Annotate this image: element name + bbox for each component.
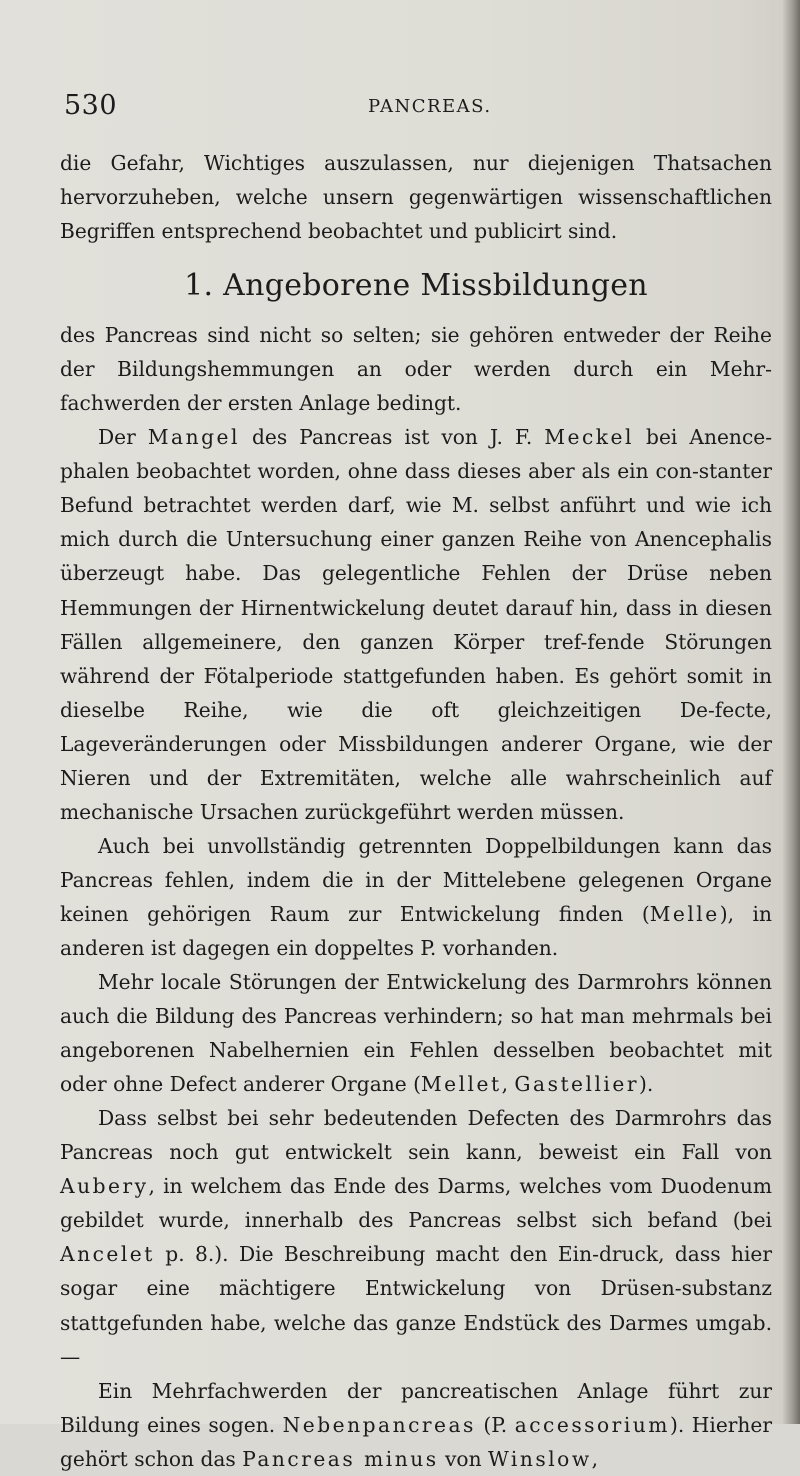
paragraph-6 xyxy=(60,1374,772,1476)
text-body xyxy=(60,146,772,1476)
author-winslow: Winslow xyxy=(488,1446,592,1471)
paragraph-2-text-c: des Pancreas ist von J. F. xyxy=(252,425,533,450)
paragraph-6-text-g: von xyxy=(445,1446,482,1471)
running-title: PANCREAS. xyxy=(368,96,492,117)
paragraph-6-text-a: Ein Mehrfachwerden der pancreatischen Anlage führt zur Bildung eines sogen. xyxy=(60,1378,772,1437)
paragraph-4-text-a: Mehr locale Störungen der Entwickelung des Darmrohrs können auch die Bildung des Pancreas verhindern; so hat man mehrmals bei angeborenen Nabelhernien ein Fehlen desselben beobachtet mit oder ohne Defect anderer Organe ( xyxy=(60,970,772,1097)
paragraph-4-text-c: , xyxy=(501,1072,508,1097)
paragraph-3-text-a: Auch bei unvollständig getrennten Doppelbildungen kann das Pancreas fehlen, indem die in der Mittelebene gelegenen Organe keinen gehörigen Raum zur Entwickelung finden ( xyxy=(60,833,772,926)
paragraph-2 xyxy=(60,420,772,829)
paragraph-4 xyxy=(60,965,772,1101)
page-number: 530 xyxy=(64,90,118,121)
paragraph-6-text-c: (P. xyxy=(483,1412,508,1437)
author-meckel: Meckel xyxy=(544,425,634,450)
paragraph-6-text-e: ). Hierher gehört schon das xyxy=(60,1412,773,1471)
term-mangel: Mangel xyxy=(147,425,240,450)
paragraph-2-text-e: bei Anence-phalen beobachtet worden, ohne dass dieses aber als ein con-stanter Befund betrachtet werden darf, wie M. selbst anführt und wie ich mich durch die Untersuchung einer ganzen Reihe von Anencephalis überzeugt habe. Das gelegentliche Fehlen der Drüse neben Hemmungen der Hirnentwickelung deutet darauf hin, dass in diesen Fällen allgemeinere, den ganzen Körper tref-fende Störungen während der Fötalperiode stattgefunden haben. Es gehört somit in dieselbe Reihe, wie die oft gleichzeitigen De-fecte, Lageveränderungen oder Missbildungen anderer Organe, wie der Nieren und der Extremitäten, welche alle wahrscheinlich auf mechanische Ursachen zurückgeführt werden müssen. xyxy=(60,425,773,824)
paragraph-5-text-a: Dass selbst bei sehr bedeutenden Defecten des Darmrohrs das Pancreas noch gut entwickelt sein kann, beweist ein Fall von xyxy=(60,1106,772,1165)
author-melle: Melle xyxy=(649,901,720,926)
paragraph-3-text-c: ), in anderen ist dagegen ein doppeltes P. vorhanden. xyxy=(60,901,772,960)
page-edge-shadow xyxy=(782,0,800,1424)
paragraph-6-text-i: , xyxy=(591,1446,599,1471)
paragraph-5-text-c: , in welchem das Ende des Darms, welches vom Duodenum gebildet wurde, innerhalb des Pancreas selbst sich befand (bei xyxy=(60,1174,772,1233)
term-accessorium: accessorium xyxy=(514,1412,670,1437)
term-pancreas-minus: Pancreas minus xyxy=(242,1446,439,1471)
paragraph-5 xyxy=(60,1101,772,1373)
paragraph-4-text-e: ). xyxy=(638,1072,654,1097)
intro-paragraph: die Gefahr, Wichtiges auszulassen, nur diejenigen Thatsachen hervorzuheben, welche unsern gegenwärtigen wissenschaftlichen Begriffen entsprechend beobachtet und publicirt sind. xyxy=(60,151,772,244)
paragraph-1: des Pancreas sind nicht so selten; sie gehören entweder der Reihe der Bildungshemmungen an oder werden durch ein Mehr-fachwerden der ersten Anlage bedingt. xyxy=(60,323,772,416)
author-ancelet: Ancelet xyxy=(60,1242,155,1267)
author-mellet: Mellet xyxy=(420,1072,502,1097)
paragraph-2-text-a: Der xyxy=(98,425,136,450)
section-heading: 1. Angeborene Missbildungen xyxy=(184,268,648,304)
author-gastellier: Gastellier xyxy=(514,1072,639,1097)
paragraph-3 xyxy=(60,829,772,965)
paragraph-5-text-e: p. 8.). Die Beschreibung macht den Ein-druck, dass hier sogar eine mächtigere Entwickelung von Drüsen-substanz stattgefunden habe, welche das ganze Endstück des Darmes umgab. — xyxy=(60,1242,773,1369)
author-aubery: Aubery xyxy=(60,1174,149,1199)
running-head xyxy=(60,90,772,126)
term-nebenpancreas: Nebenpancreas xyxy=(282,1412,476,1437)
